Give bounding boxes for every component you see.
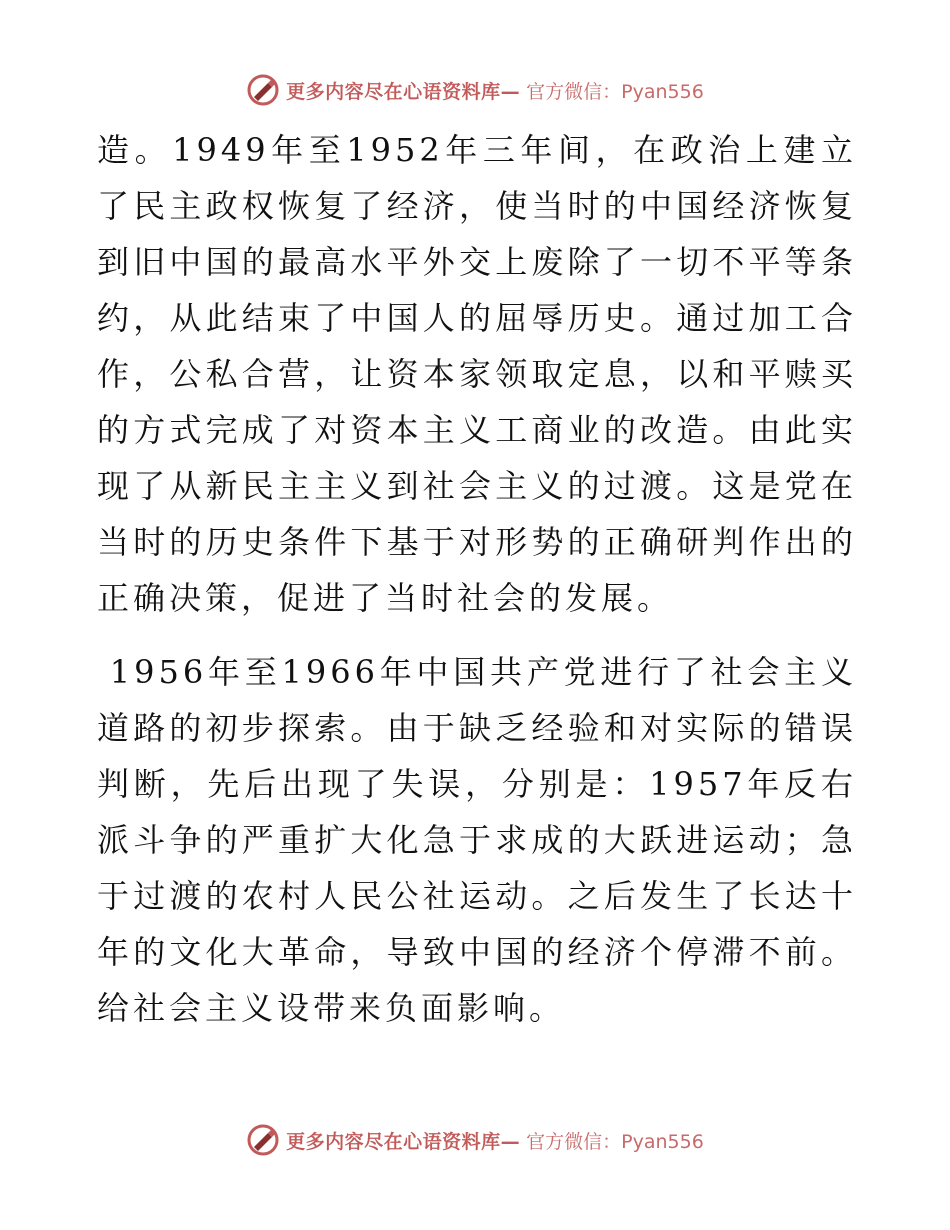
document-body xyxy=(97,122,857,1036)
pen-logo-icon xyxy=(246,1123,280,1157)
header-banner xyxy=(0,70,950,110)
paragraph-2: 1956年至1966年中国共产党进行了社会主义道路的初步探索。由于缺乏经验和对实际的错误判断，先后出现了失误，分别是：1957年反右派斗争的严重扩大化急于求成的大跃进运动；急于过渡的农村人民公社运动。之后发生了长达十年的文化大革命，导致中国的经济个停滞不前。给社会主义设带来负面影响。 xyxy=(97,653,857,1027)
header-banner-wechat: 官方微信：Pyan556 xyxy=(526,80,704,103)
footer-banner-title: 更多内容尽在心语资料库— xyxy=(286,1130,521,1153)
footer-banner-wechat: 官方微信：Pyan556 xyxy=(526,1130,704,1153)
footer-banner xyxy=(0,1120,950,1160)
paragraph-1: 造。1949年至1952年三年间，在政治上建立了民主政权恢复了经济，使当时的中国经济恢复到旧中国的最高水平外交上废除了一切不平等条约，从此结束了中国人的屈辱历史。通过加工合作，公私合营，让资本家领取定息，以和平赎买的方式完成了对资本主义工商业的改造。由此实现了从新民主主义到社会主义的过渡。这是党在当时的历史条件下基于对形势的正确研判作出的正确决策，促进了当时社会的发展。 xyxy=(97,131,857,617)
header-banner-title: 更多内容尽在心语资料库— xyxy=(286,80,521,103)
pen-logo-icon xyxy=(246,73,280,107)
